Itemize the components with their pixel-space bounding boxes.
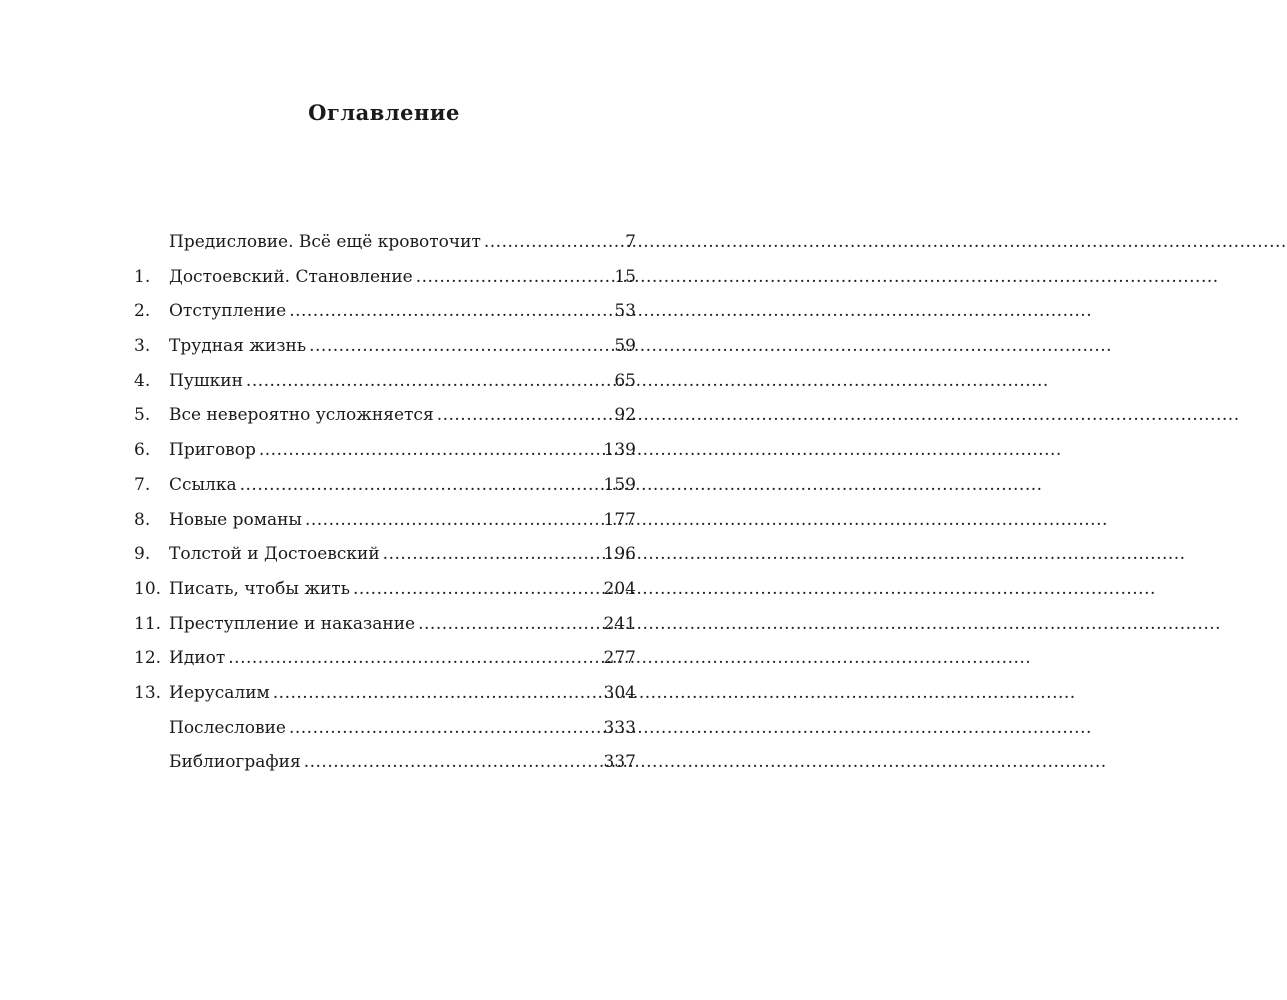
dot-leader	[289, 301, 734, 321]
toc-entry	[134, 336, 636, 371]
toc-entry	[134, 267, 636, 302]
chapter-number: 2.	[134, 301, 151, 322]
chapter-number: 12.	[134, 648, 162, 669]
toc-entry	[134, 718, 636, 753]
page-number: 337	[603, 752, 636, 773]
chapter-number: 5.	[134, 405, 151, 426]
chapter-title: Библиография	[169, 752, 301, 773]
page-number: 53	[614, 301, 636, 322]
chapter-number: 1.	[134, 266, 151, 287]
dot-leader	[353, 579, 798, 599]
toc-entry	[134, 232, 636, 267]
dot-leader	[309, 336, 754, 356]
toc-entry	[134, 510, 636, 545]
toc-entry	[134, 475, 636, 510]
page-number: 277	[603, 648, 636, 669]
chapter-number: 11.	[134, 613, 162, 634]
chapter-title: Достоевский. Становление	[169, 266, 413, 287]
page-number: 241	[603, 613, 636, 634]
chapter-title: Иерусалим	[169, 682, 270, 703]
page-number: 304	[603, 682, 636, 703]
dot-leader	[304, 752, 749, 772]
toc-entry	[134, 371, 636, 406]
toc-entry	[134, 648, 636, 683]
toc-entry	[134, 752, 636, 787]
chapter-number: 9.	[134, 544, 151, 565]
chapter-number: 6.	[134, 440, 151, 461]
page-number: 139	[603, 440, 636, 461]
dot-leader	[289, 718, 734, 738]
page-number: 177	[603, 509, 636, 530]
dot-leader	[305, 510, 750, 530]
chapter-title: Все невероятно усложняется	[169, 405, 434, 426]
chapter-title: Толстой и Достоевский	[169, 544, 380, 565]
chapter-title: Послесловие	[169, 717, 286, 738]
dot-leader	[437, 405, 882, 425]
page-number: 204	[603, 578, 636, 599]
page-number: 333	[603, 717, 636, 738]
chapter-number: 3.	[134, 336, 151, 357]
page-number: 92	[614, 405, 636, 426]
page-number: 159	[603, 474, 636, 495]
dot-leader	[484, 232, 929, 252]
chapter-title: Отступление	[169, 301, 287, 322]
chapter-title: Преступление и наказание	[169, 613, 416, 634]
toc-entry	[134, 405, 636, 440]
chapter-number: 10.	[134, 578, 162, 599]
page-number: 196	[603, 544, 636, 565]
toc-entry	[134, 614, 636, 649]
toc-entry	[134, 579, 636, 614]
chapter-title: Идиот	[169, 648, 226, 669]
toc-entry	[134, 301, 636, 336]
chapter-title: Ссылка	[169, 474, 237, 495]
page-number: 15	[614, 266, 636, 287]
page-title: Оглавление	[308, 100, 460, 125]
chapter-number: 13.	[134, 682, 162, 703]
dot-leader	[273, 683, 718, 703]
dot-leader	[416, 267, 861, 287]
toc-entry	[134, 683, 636, 718]
toc-entry	[134, 440, 636, 475]
chapter-title: Трудная жизнь	[169, 336, 307, 357]
chapter-number: 4.	[134, 370, 151, 391]
dot-leader	[418, 614, 863, 634]
chapter-title: Приговор	[169, 440, 256, 461]
page-number: 7	[625, 232, 636, 252]
table-of-contents	[134, 232, 636, 787]
chapter-number: 7.	[134, 474, 151, 495]
chapter-title: Пушкин	[169, 370, 243, 391]
chapter-number: 8.	[134, 509, 151, 530]
chapter-title: Предисловие. Всё ещё кровоточит	[169, 232, 481, 252]
page-number: 59	[614, 336, 636, 357]
page-number: 65	[614, 370, 636, 391]
toc-entry	[134, 544, 636, 579]
dot-leader	[259, 440, 704, 460]
chapter-title: Писать, чтобы жить	[169, 578, 350, 599]
chapter-title: Новые романы	[169, 509, 302, 530]
